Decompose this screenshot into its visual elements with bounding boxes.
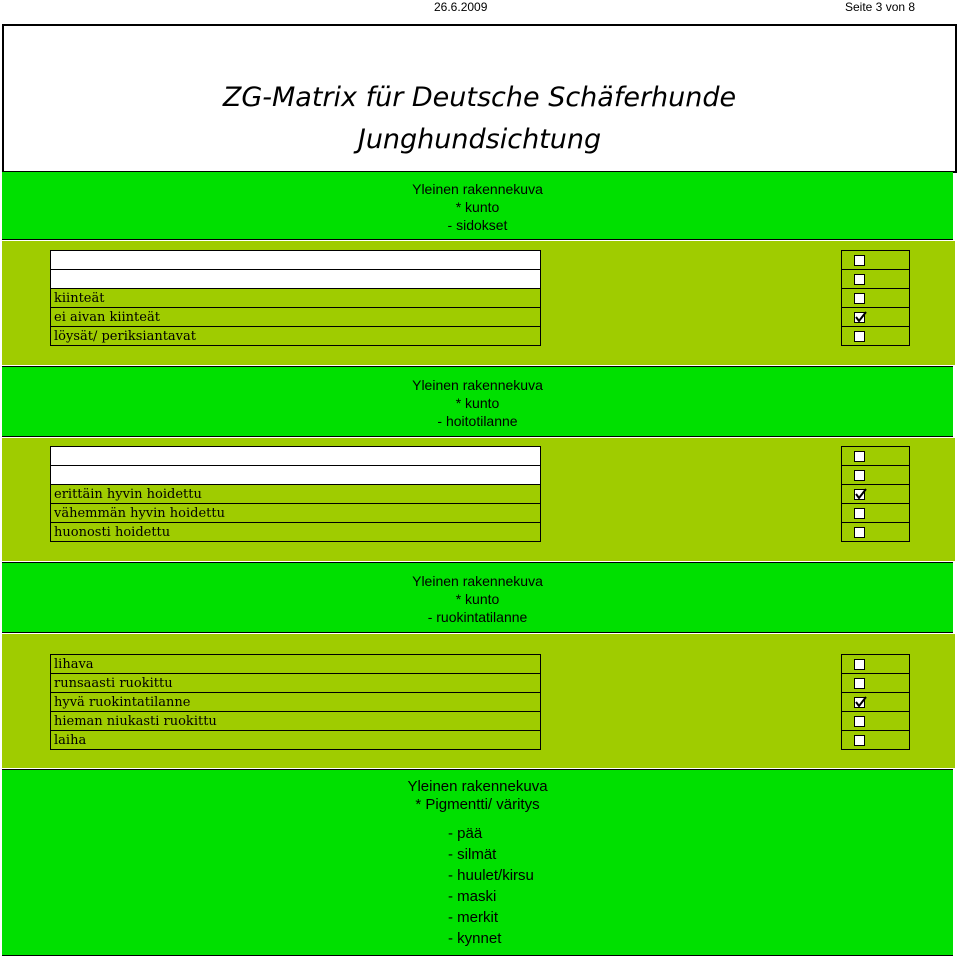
option-row: hyvä ruokintatilanne	[50, 692, 541, 712]
checkmark-icon	[854, 487, 868, 501]
checkbox-cell	[841, 465, 910, 485]
checkbox-cell	[841, 503, 910, 523]
header-date: 26.6.2009	[434, 0, 488, 14]
options-list-hoitotilanne	[50, 447, 541, 542]
option-row: lihava	[50, 654, 541, 674]
pigment-item: - maski	[448, 888, 497, 905]
checkbox-unchecked[interactable]	[854, 508, 865, 519]
page-header	[0, 0, 960, 18]
checkbox-cell	[841, 326, 910, 346]
document-subtitle: Junghundsichtung	[357, 124, 602, 155]
option-row	[50, 250, 541, 270]
option-row: vähemmän hyvin hoidettu	[50, 503, 541, 523]
heading-line: - hoitotilanne	[437, 413, 518, 429]
heading-line: Yleinen rakennekuva	[407, 778, 548, 795]
options-list-sidokset	[50, 251, 541, 346]
heading-line: * kunto	[455, 591, 500, 607]
checkbox-cell	[841, 446, 910, 466]
title-box	[2, 24, 957, 173]
section-heading-ruokintatilanne	[2, 562, 953, 633]
checkbox-checked[interactable]	[854, 697, 865, 708]
checkbox-cell	[841, 522, 910, 542]
checkbox-checked[interactable]	[854, 489, 865, 500]
checkbox-unchecked[interactable]	[854, 678, 865, 689]
option-row	[50, 465, 541, 485]
option-row: ei aivan kiinteät	[50, 307, 541, 327]
pigment-item: - huulet/kirsu	[448, 867, 534, 884]
section-heading-pigmentti	[2, 769, 953, 956]
heading-line: Yleinen rakennekuva	[412, 377, 543, 393]
checkbox-unchecked[interactable]	[854, 735, 865, 746]
checkbox-checked[interactable]	[854, 312, 865, 323]
checkbox-column	[841, 251, 910, 346]
checkbox-unchecked[interactable]	[854, 451, 865, 462]
option-row: löysät/ periksiantavat	[50, 326, 541, 346]
option-row	[50, 446, 541, 466]
option-row: huonosti hoidettu	[50, 522, 541, 542]
checkbox-unchecked[interactable]	[854, 293, 865, 304]
checkbox-cell	[841, 654, 910, 674]
options-list-ruokintatilanne	[50, 655, 541, 750]
pigment-item: - silmät	[448, 846, 497, 863]
checkbox-cell	[841, 307, 910, 327]
pigment-item: - merkit	[448, 909, 498, 926]
checkmark-icon	[854, 695, 868, 709]
checkbox-cell	[841, 250, 910, 270]
checkbox-cell	[841, 692, 910, 712]
section-heading-hoitotilanne	[2, 366, 953, 437]
option-row: erittäin hyvin hoidettu	[50, 484, 541, 504]
checkbox-cell	[841, 484, 910, 504]
heading-line: * Pigmentti/ väritys	[415, 796, 540, 813]
checkbox-unchecked[interactable]	[854, 331, 865, 342]
heading-line: - ruokintatilanne	[427, 609, 528, 625]
section-heading-sidokset	[2, 171, 953, 240]
checkbox-column	[841, 447, 910, 542]
document-title: ZG-Matrix für Deutsche Schäferhunde	[222, 82, 737, 113]
pigment-item: - kynnet	[448, 930, 502, 947]
header-page-number: Seite 3 von 8	[845, 0, 916, 14]
checkbox-unchecked[interactable]	[854, 527, 865, 538]
heading-line: * kunto	[455, 395, 500, 411]
option-row: kiinteät	[50, 288, 541, 308]
option-row	[50, 269, 541, 289]
checkbox-column	[841, 655, 910, 750]
heading-line: - sidokset	[447, 217, 508, 233]
pigment-item-list	[448, 823, 534, 949]
checkbox-unchecked[interactable]	[854, 470, 865, 481]
checkbox-cell	[841, 288, 910, 308]
checkbox-cell	[841, 730, 910, 750]
checkbox-cell	[841, 269, 910, 289]
checkbox-cell	[841, 673, 910, 693]
checkbox-unchecked[interactable]	[854, 274, 865, 285]
heading-line: Yleinen rakennekuva	[412, 181, 543, 197]
checkbox-cell	[841, 711, 910, 731]
checkmark-icon	[854, 310, 868, 324]
option-row: runsaasti ruokittu	[50, 673, 541, 693]
checkbox-unchecked[interactable]	[854, 255, 865, 266]
option-row: laiha	[50, 730, 541, 750]
heading-line: Yleinen rakennekuva	[412, 573, 543, 589]
pigment-item: - pää	[448, 825, 483, 842]
checkbox-unchecked[interactable]	[854, 659, 865, 670]
checkbox-unchecked[interactable]	[854, 716, 865, 727]
heading-line: * kunto	[455, 199, 500, 215]
option-row: hieman niukasti ruokittu	[50, 711, 541, 731]
